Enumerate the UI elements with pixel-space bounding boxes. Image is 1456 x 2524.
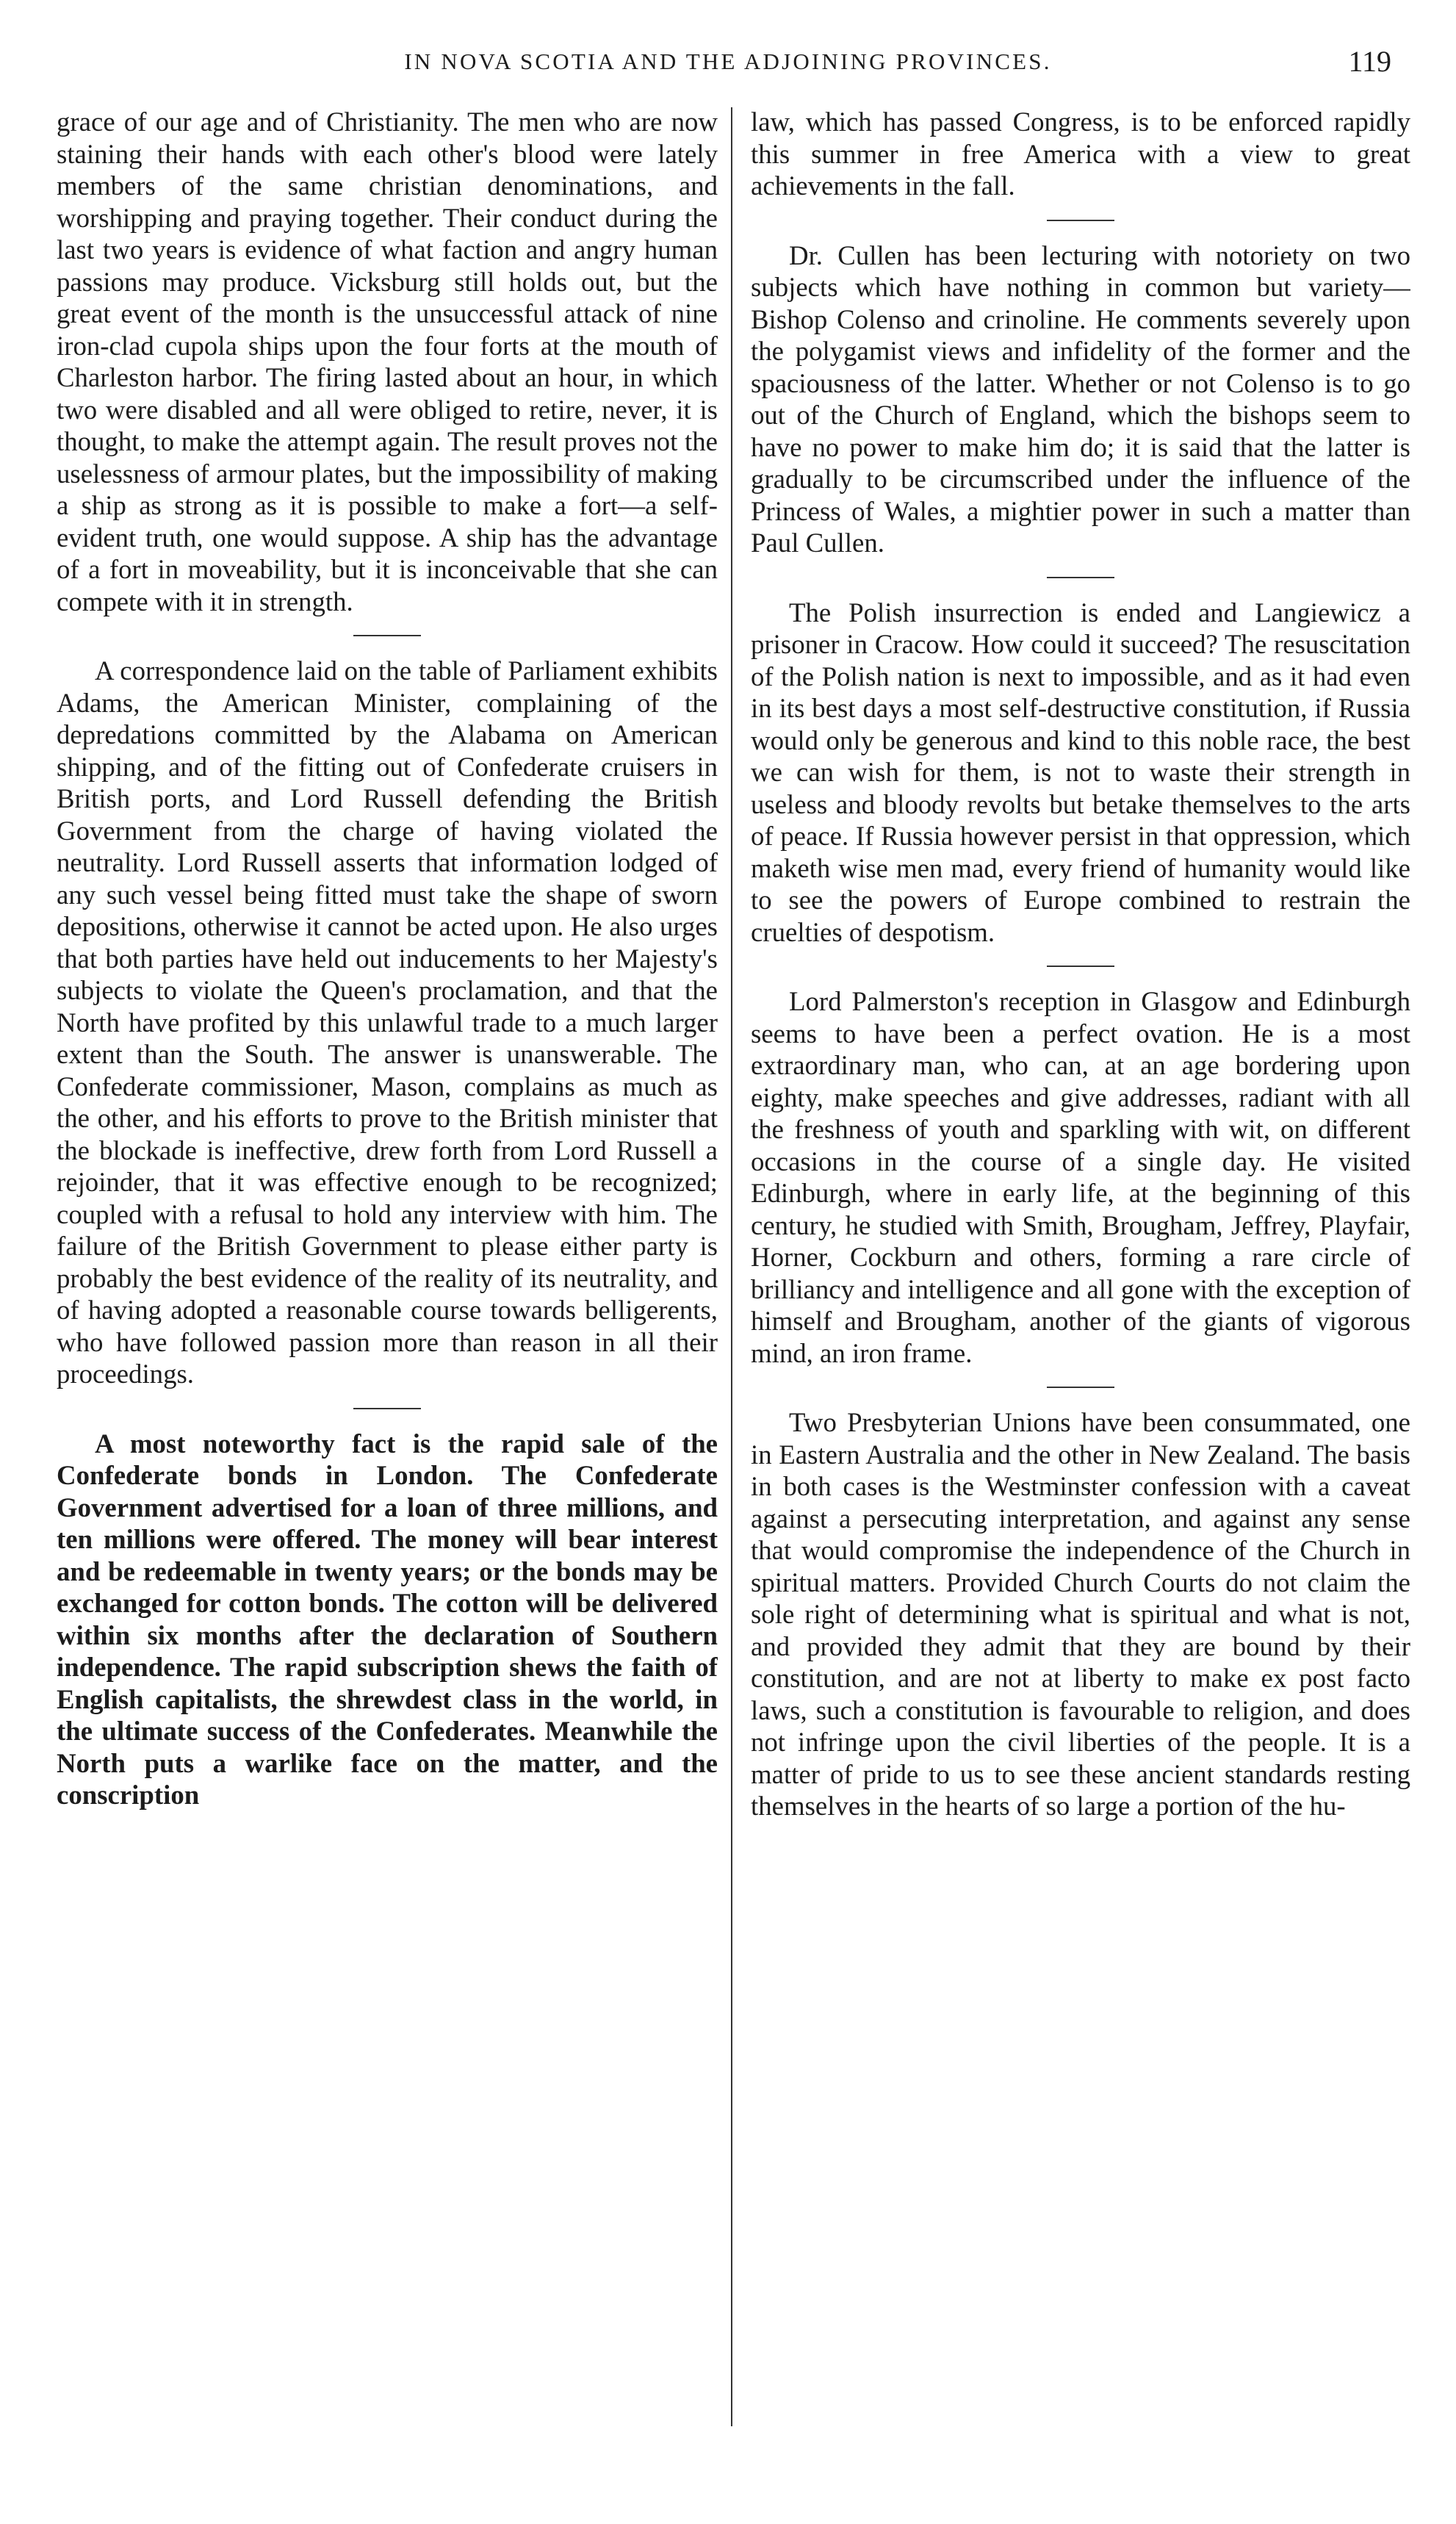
article-paragraph-conscription: law, which has passed Congress, is to be enforced rapidly this summer in free America with a view to great achievements in the fall. bbox=[751, 107, 1410, 201]
left-column bbox=[57, 106, 718, 2406]
article-paragraph-correspondence: A correspondence laid on the table of Parliament exhibits Adams, the American Minister, complaining of the depredations committed by the Alabama on American shipping, and of the fitting out of Confederate cruisers in British ports, and Lord Russell defending the British Government from the charge of having violated the neutrality. Lord Russell asserts that information lodged of any such vessel being fitted must take the shape of sworn depositions, otherwise it cannot be acted upon. He also urges that both parties have held out inducements to her Majesty's subjects to violate the Queen's proclamation, and that the North have profited by this unlawful trade to a much larger extent than the South. The answer is unanswerable. The Confederate commissioner, Mason, complains as much as the other, and his efforts to prove to the British minister that the blockade is ineffective, drew forth from Lord Russell a rejoinder, that it was effective enough to be recognized; coupled with a refusal to hold any interview with him. The failure of the British Government to please either party is probably the best evidence of the reality of its neutrality, and of having adopted a reasonable course towards belligerents, who have followed passion more than reason in all their proceedings. bbox=[57, 655, 718, 1389]
section-divider bbox=[1047, 966, 1114, 967]
right-column bbox=[751, 106, 1410, 2406]
section-divider bbox=[353, 1408, 421, 1409]
article-paragraph-polish-insurrection: The Polish insurrection is ended and Langiewicz a prisoner in Cracow. How could it succeed? The resuscitation of the Polish nation is next to impossible, and as it had even in its best days a most self-destructive constitution, if Russia would only be generous and kind to this noble race, the best we can wish for them, is not to waste their strength in useless and bloody revolts but betake themselves to the arts of peace. If Russia however persist in that oppression, which maketh wise men mad, every friend of humanity would like to see the powers of Europe combined to restrain the cruelties of despotism. bbox=[751, 597, 1410, 947]
section-divider bbox=[1047, 577, 1114, 578]
article-paragraph-civil-war: grace of our age and of Christianity. The men who are now staining their hands with each other's blood were lately members of the same christian denominations, and worshipping and praying together. Their conduct during the last two years is evidence of what faction and angry human passions may produce. Vicksburg still holds out, but the great event of the month is the unsuccessful attack of nine iron-clad cupola ships upon the four forts at the mouth of Charleston harbor. The firing lasted about an hour, in which two were disabled and all were obliged to retire, never, it is thought, to make the attempt again. The result proves not the uselessness of armour plates, but the impossibility of making a ship as strong as it is possible to make a fort—a self-evident truth, one would suppose. A ship has the advantage of a fort in moveability, but it is inconceivable that she can compete with it in strength. bbox=[57, 107, 718, 616]
section-divider bbox=[1047, 1387, 1114, 1388]
section-divider bbox=[353, 635, 421, 636]
article-paragraph-lord-palmerston: Lord Palmerston's reception in Glasgow and Edinburgh seems to have been a perfect ovation. He is a most extraordinary man, who can, at an age bordering upon eighty, make speeches and give addresses, radiant with all the freshness of youth and sparkling with wit, on different occasions in the course of a single day. He visited Edinburgh, where in early life, at the beginning of this century, he studied with Smith, Brougham, Jeffrey, Playfair, Horner, Cockburn and others, forming a rare circle of brilliancy and intelligence and all gone with the exception of himself and Brougham, another of the giants of vigorous mind, an iron frame. bbox=[751, 986, 1410, 1368]
article-paragraph-confederate-bonds: A most noteworthy fact is the rapid sale of the Confederate bonds in London. The Confederate Government advertised for a loan of three millions, and ten millions were offered. The money will bear interest and be redeemable in twenty years; or the bonds may be exchanged for cotton bonds. The cotton will be delivered within six months after the declaration of Southern independence. The rapid subscription shews the faith of English capitalists, the shrewdest class in the world, in the ultimate success of the Confederates. Meanwhile the North puts a warlike face on the matter, and the conscription bbox=[57, 1428, 718, 1810]
page-number: 119 bbox=[1348, 45, 1391, 78]
column-rule bbox=[731, 107, 732, 2426]
article-paragraph-dr-cullen: Dr. Cullen has been lecturing with notoriety on two subjects which have nothing in common but variety—Bishop Colenso and crinoline. He comments severely upon the polygamist views and infidelity of the former and the spaciousness of the latter. Whether or not Colenso is to go out of the Church of England, which the bishops seem to have no power to make him do; it is said that the latter is gradually to be circumscribed under the influence of the Princess of Wales, a mightier power in such a matter than Paul Cullen. bbox=[751, 240, 1410, 558]
article-paragraph-presbyterian-unions: Two Presbyterian Unions have been consummated, one in Eastern Australia and the other in New Zealand. The basis in both cases is the Westminster confession with a caveat against a persecuting interpretation, and against any sense that would compromise the independence of the Church in spiritual matters. Provided Church Courts do not claim the sole right of determining what is spiritual and what is not, and provided they admit that they are bound by their constitution, and are not at liberty to make ex post facto laws, such a constitution is favourable to religion, and does not infringe upon the civil liberties of the people. It is a matter of pride to us to see these ancient standards resting themselves in the hearts of so large a portion of the hu- bbox=[751, 1407, 1410, 1821]
running-head: IN NOVA SCOTIA AND THE ADJOINING PROVINCES. bbox=[404, 48, 1052, 74]
section-divider bbox=[1047, 220, 1114, 221]
page-header bbox=[44, 43, 1412, 84]
